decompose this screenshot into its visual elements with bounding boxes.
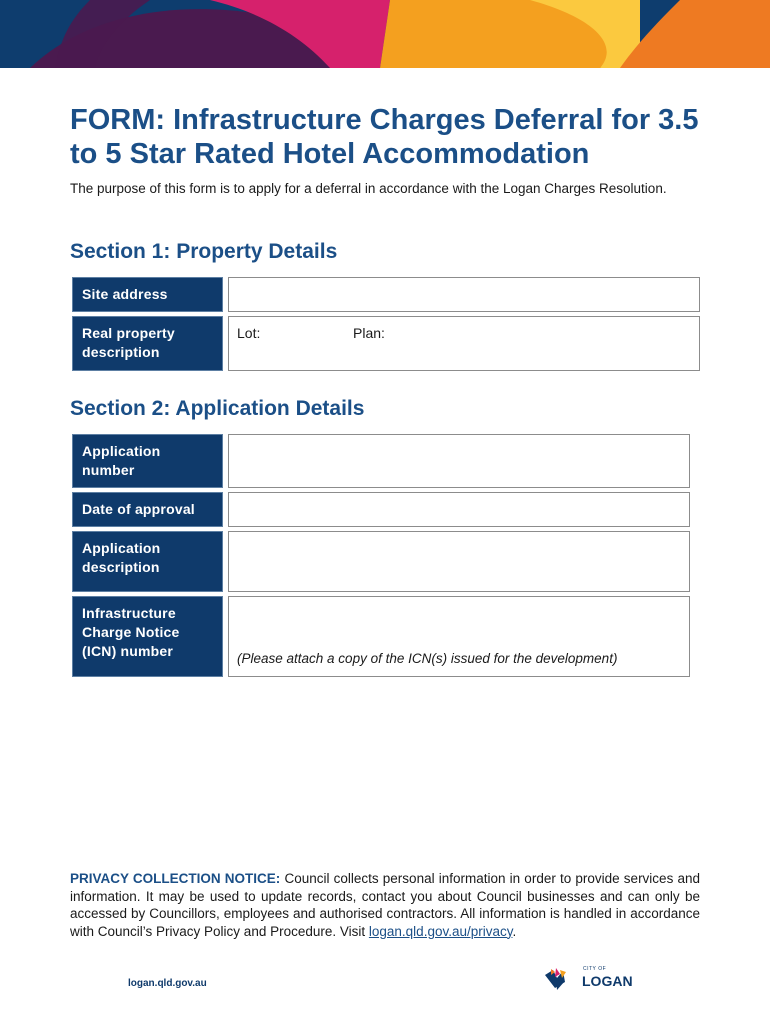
- application-description-label: Application description: [72, 531, 223, 592]
- application-number-field[interactable]: [228, 434, 690, 488]
- intro-text: The purpose of this form is to apply for a deferral in accordance with the Logan Charges Resolution.: [70, 181, 667, 196]
- form-title: FORM: Infrastructure Charges Deferral for 3.5 to 5 Star Rated Hotel Accommodation: [70, 104, 699, 170]
- date-of-approval-row: [72, 492, 690, 527]
- site-address-row: [72, 277, 700, 312]
- privacy-body: Council collects personal information in order to provide services and information. It may be used to update records, contact you about Council businesses and can only be accessed by Councillors, employees and authorised contractors. All information is handled in accordance with Council’s Privacy Policy and Procedure. Visit: [70, 871, 700, 939]
- real-property-field[interactable]: [228, 316, 700, 371]
- date-of-approval-label: Date of approval: [72, 492, 223, 527]
- lot-label: Lot:: [237, 325, 261, 341]
- icn-hint: (Please attach a copy of the ICN(s) issued for the development): [237, 651, 618, 666]
- privacy-heading: PRIVACY COLLECTION NOTICE:: [70, 871, 281, 886]
- icn-row: [72, 596, 690, 677]
- footer-url[interactable]: logan.qld.gov.au: [128, 978, 207, 989]
- banner-graphic: [0, 0, 770, 68]
- real-property-row: [72, 316, 700, 371]
- application-description-row: [72, 531, 690, 592]
- header-banner: [0, 0, 770, 68]
- application-description-field[interactable]: [228, 531, 690, 592]
- icn-label: Infrastructure Charge Notice (ICN) number: [72, 596, 223, 677]
- site-address-label: Site address: [72, 277, 223, 312]
- privacy-link[interactable]: logan.qld.gov.au/privacy: [368, 923, 513, 939]
- section2-heading: Section 2: Application Details: [70, 397, 365, 420]
- application-number-row: [72, 434, 690, 488]
- date-of-approval-field[interactable]: [228, 492, 690, 527]
- real-property-label: Real property description: [72, 316, 223, 371]
- privacy-notice: [70, 870, 700, 940]
- section1-heading: Section 1: Property Details: [70, 240, 338, 263]
- application-number-label: Application number: [72, 434, 223, 488]
- site-address-field[interactable]: [228, 277, 700, 312]
- logo-city-text: CITY OF: [583, 966, 607, 972]
- logo-wordmark: LOGAN: [582, 973, 633, 989]
- privacy-end: .: [512, 923, 517, 939]
- icn-field[interactable]: [228, 596, 690, 677]
- plan-label: Plan:: [353, 325, 385, 341]
